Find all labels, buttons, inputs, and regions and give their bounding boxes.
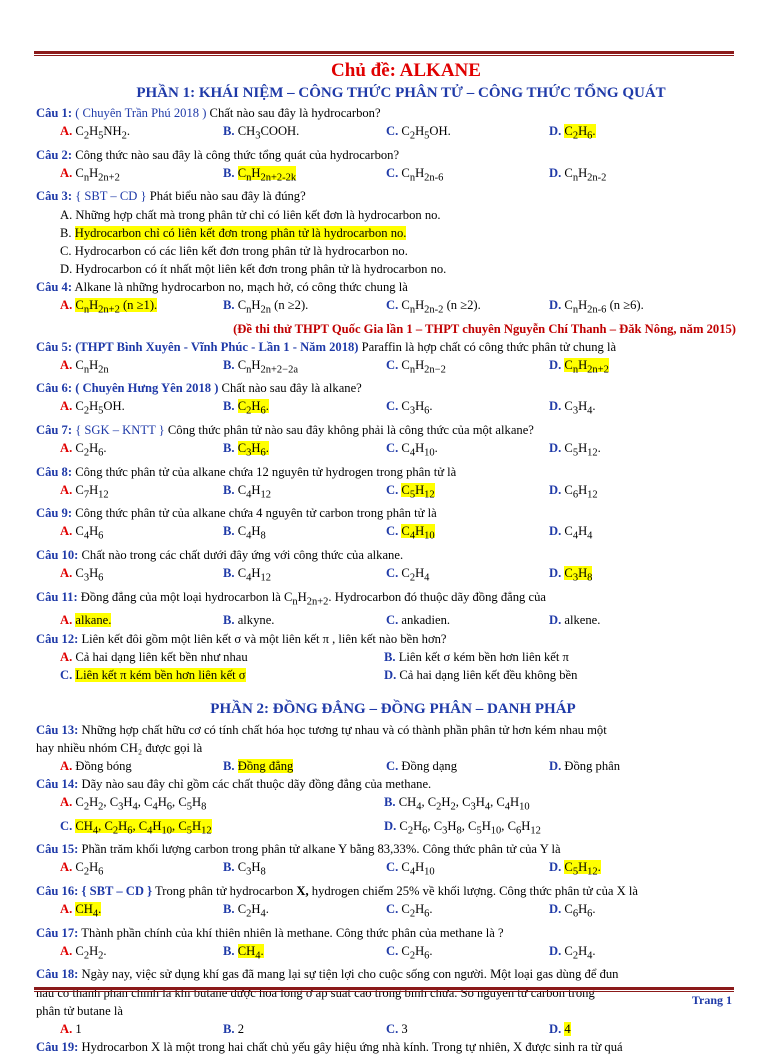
option-b[interactable]: B. $CH_3COOH$. <box>223 124 300 142</box>
option-a[interactable]: A. Cả hai dạng liên kết bền như nhau <box>60 649 248 664</box>
question-15 <box>36 840 736 858</box>
exam-source-note: (Đề thi thử THPT Quốc Gia lần 1 – THPT chuyên Nguyễn Chí Thanh – Đăk Nông, năm 2015) <box>233 321 736 336</box>
option-b[interactable]: B. $CH_4$, $C_2H_2$, $C_3H_4$, $C_4H_{10}$ <box>384 795 530 813</box>
options-9 <box>36 522 736 546</box>
question-source: { SBT – CD } <box>75 189 147 204</box>
section-1-title: PHẦN 1: KHÁI NIỆM – CÔNG THỨC PHÂN TỬ – CÔNG THỨC TỔNG QUÁT <box>136 85 666 101</box>
question-10 <box>36 546 736 564</box>
option-b[interactable]: B. Đồng đẳng <box>223 758 294 773</box>
options-7 <box>36 439 736 463</box>
option-a[interactable]: A. $C_7H_{12}$ <box>60 482 109 501</box>
question-label: Câu 6: <box>36 381 73 396</box>
question-label: Câu 19: <box>36 1039 79 1054</box>
question-text: Thành phần chính của khí thiên nhiên là methane. Công thức phân của methane là ? <box>78 925 504 940</box>
question-source: (THPT Bình Xuyên - Vĩnh Phúc - Lần 1 - Năm 2018) <box>75 339 359 354</box>
option-a[interactable]: A. $C_3H_6$ <box>60 566 104 584</box>
option-c[interactable]: C. $C_nH_{2n-6}$ <box>386 165 444 184</box>
option-d[interactable]: D. $C_nH_{2n+2}$ <box>549 357 609 376</box>
page-title: Chủ đề: ALKANE <box>331 60 481 81</box>
question-18-cont: nấu có thành phần chính là khí butane được hóa lỏng ở áp suất cao trong bình chứa. Số nguyên tử carbon trong <box>36 985 595 1000</box>
option-b[interactable]: B. $CH_4$. <box>223 943 264 962</box>
option-c[interactable]: C. $C_4H_{10}$. <box>386 441 438 459</box>
question-label: Câu 17: <box>36 925 79 940</box>
question-label: Câu 8: <box>36 464 73 479</box>
question-text: Dãy nào sau đây chỉ gồm các chất thuộc dãy đồng đẳng của methane. <box>78 777 432 792</box>
question-6 <box>36 379 736 397</box>
option-a[interactable]: A. Những hợp chất mà trong phân tử chỉ có liên kết đơn là hydrocarbon no. <box>60 207 441 222</box>
question-label: Câu 15: <box>36 842 79 857</box>
option-b[interactable]: B. $C_3H_6$. <box>223 441 269 459</box>
option-d[interactable]: D. $C_nH_{2n-6}$ (n ≥6). <box>549 297 644 316</box>
options-14b <box>36 817 736 841</box>
question-13-cont: hay nhiều nhóm CH₂ được gọi là <box>36 740 203 755</box>
question-source: { SGK – KNTT } <box>75 422 165 437</box>
options-12a <box>36 648 736 666</box>
option-c[interactable]: C. ankadien. <box>386 613 451 628</box>
options-14a <box>36 793 736 817</box>
options-5 <box>36 356 736 380</box>
option-c[interactable]: C. $C_2H_6$. <box>386 943 433 962</box>
option-d[interactable]: D. $C_2H_6$. <box>549 124 596 142</box>
option-b[interactable]: B. $C_nH_{2n+2-2a}$ <box>223 357 298 376</box>
option-b[interactable]: B. alkyne. <box>223 613 275 628</box>
option-d[interactable]: D. Cả hai dạng liên kết đều không bền <box>384 667 578 682</box>
option-c[interactable]: C. $C_2H_4$ <box>386 566 430 584</box>
option-d[interactable]: D. Đồng phân <box>549 758 621 773</box>
question-text: Chất nào sau đây là hydrocarbon? <box>206 106 381 120</box>
option-b[interactable]: B. Hydrocarbon chỉ có liên kết đơn trong phân tử là hydrocarbon no. <box>60 225 407 240</box>
options-10 <box>36 564 736 588</box>
bottom-rule <box>34 987 734 992</box>
option-a[interactable]: A. $C_2H_2$, $C_3H_4$, $C_4H_6$, $C_5H_8$ <box>60 795 207 813</box>
question-7 <box>36 421 736 439</box>
option-d[interactable]: D. $C_4H_4$ <box>549 524 593 542</box>
option-c[interactable]: C. $C_5H_{12}$ <box>386 482 435 501</box>
question-label: Câu 14: <box>36 777 79 792</box>
option-a[interactable]: A. $C_2H_5NH_2$. <box>60 124 131 142</box>
options-1 <box>36 122 736 146</box>
option-d[interactable]: D. 4 <box>549 1021 571 1036</box>
options-13 <box>36 757 736 775</box>
options-17 <box>36 942 736 966</box>
option-d[interactable]: D. Hydrocarbon có ít nhất một liên kết đơn trong phân tử là hydrocarbon no. <box>60 261 447 276</box>
option-b[interactable]: B. $C_2H_6$. <box>223 399 269 417</box>
question-8 <box>36 463 736 481</box>
option-b[interactable]: B. $C_4H_8$ <box>223 524 266 542</box>
page-number: Trang 1 <box>691 993 732 1007</box>
options-16 <box>36 900 736 924</box>
option-b[interactable]: B. $C_nH_{2n}$ (n ≥2). <box>223 297 309 316</box>
question-label: Câu 18: <box>36 967 79 982</box>
option-a[interactable]: A. $C_2H_2$. <box>60 943 107 962</box>
question-text: Công thức phân tử của alkane chứa 12 nguyên tử hydrogen trong phân tử là <box>72 464 457 479</box>
option-a[interactable]: A. $C_4H_6$ <box>60 524 104 542</box>
option-d[interactable]: D. $C_6H_{12}$ <box>549 482 598 501</box>
option-b[interactable]: B. $C_3H_8$ <box>223 860 266 878</box>
question-label: Câu 2: <box>36 147 73 162</box>
question-label: Câu 11: <box>36 589 78 604</box>
option-b[interactable]: B. $C_2H_4$. <box>223 902 269 920</box>
question-label: Câu 5: <box>36 339 73 354</box>
option-c[interactable]: C. $CH_4$, $C_2H_6$, $C_4H_{10}$, $C_5H_{12}$ <box>60 818 212 837</box>
question-source: ( Chuyên Hưng Yên 2018 ) <box>75 381 219 396</box>
options-15 <box>36 858 736 882</box>
option-c[interactable]: C. Đồng dạng <box>386 758 458 773</box>
option-b[interactable]: B. $C_4H_{12}$ <box>223 566 271 584</box>
question-text: Alkane là những hydrocarbon no, mạch hở, có công thức chung là <box>72 279 408 294</box>
question-12 <box>36 630 736 648</box>
section-2-title: PHẦN 2: ĐỒNG ĐẲNG – ĐỒNG PHÂN – DANH PHÁP <box>210 700 576 717</box>
question-label: Câu 13: <box>36 722 79 737</box>
option-c[interactable]: C. $C_nH_{2n-2}$ (n ≥2). <box>386 297 481 316</box>
option-c[interactable]: C. $C_4H_{10}$ <box>386 524 435 542</box>
question-5 <box>36 338 736 356</box>
option-d[interactable]: D. $C_3H_8$ <box>549 566 593 584</box>
option-c[interactable]: C. 3 <box>386 1021 408 1036</box>
options-2 <box>36 164 736 188</box>
question-text: Liên kết đôi gồm một liên kết σ và một liên kết π , liên kết nào bền hơn? <box>78 631 447 646</box>
question-source: { SBT – CD } <box>81 884 153 899</box>
option-d[interactable]: D. $C_3H_4$. <box>549 399 596 417</box>
question-source: ( Chuyên Trần Phú 2018 ) <box>75 106 207 120</box>
option-c[interactable]: C. $C_2H_5OH$. <box>386 124 451 142</box>
option-d[interactable]: D. $C_6H_6$. <box>549 902 596 920</box>
option-c[interactable]: C. Hydrocarbon có các liên kết đơn trong phân tử là hydrocarbon no. <box>60 243 408 258</box>
option-a[interactable]: A. $C_2H_6$. <box>60 441 107 459</box>
option-c[interactable]: C. $C_3H_6$. <box>386 399 433 417</box>
question-text: Những hợp chất hữu cơ có tính chất hóa học tương tự nhau và có thành phần phân tử hơn kém nhau một <box>78 722 607 737</box>
question-label: Câu 12: <box>36 631 79 646</box>
question-1 <box>36 104 736 122</box>
question-label: Câu 16: <box>36 884 79 899</box>
option-a[interactable]: A. $C_nH_{2n+2}$ <box>60 165 120 184</box>
option-c[interactable]: C. $C_nH_{2n-2}$ <box>386 357 446 376</box>
option-c[interactable]: C. $C_2H_6$. <box>386 902 433 920</box>
option-d[interactable]: D. $C_5H_{12}$. <box>549 860 601 878</box>
option-d[interactable]: D. alkene. <box>549 613 601 628</box>
question-17 <box>36 924 736 942</box>
question-text: Phần trăm khối lượng carbon trong phân tử alkane Y bằng 83,33%. Công thức phân tử của Y là <box>78 842 561 857</box>
question-14 <box>36 775 736 793</box>
options-18 <box>36 1020 736 1038</box>
option-d[interactable]: D. $C_nH_{2n-2}$ <box>549 165 607 184</box>
question-text: Đồng đẳng của một loại hydrocarbon là C <box>77 589 293 604</box>
question-18 <box>36 965 736 983</box>
option-b[interactable]: B. $C_4H_{12}$ <box>223 482 271 501</box>
question-4 <box>36 278 736 296</box>
option-a[interactable]: A. $C_nH_{2n+2}$ (n ≥1). <box>60 297 158 316</box>
question-text: Chất nào sau đây là alkane? <box>218 381 362 396</box>
options-12b <box>36 666 736 684</box>
question-text: Chất nào trong các chất dưới đây ứng với công thức của alkane. <box>78 548 404 563</box>
question-2 <box>36 146 736 164</box>
question-19 <box>36 1038 736 1056</box>
question-text: Phát biểu nào sau đây là đúng? <box>146 189 306 204</box>
option-d[interactable]: D. $C_2H_6$, $C_3H_8$, $C_5H_{10}$, $C_6H_{12}$ <box>384 818 541 837</box>
option-c[interactable]: C. Liên kết π kém bền hơn liên kết σ <box>60 667 246 682</box>
option-a[interactable]: A. alkane. <box>60 613 112 628</box>
question-text: Công thức phân tử của alkane chứa 4 nguyên tử carbon trong phân tử là <box>72 506 437 521</box>
question-text: Công thức phân tử nào sau đây không phải là công thức của một alkane? <box>164 422 534 437</box>
option-d[interactable]: D. $C_2H_4$. <box>549 943 596 962</box>
question-16: Câu 16: { SBT – CD } Trong phân tử hydrocarbon X, hydrogen chiếm 25% về khối lượng. Công thức phân tử của X là <box>36 884 638 899</box>
options-4 <box>36 296 736 320</box>
top-rule <box>34 51 734 56</box>
option-b[interactable]: B. 2 <box>223 1021 245 1036</box>
worksheet <box>36 58 736 1056</box>
question-11: Câu 11: Đồng đẳng của một loại hydrocarbon là $C_nH_{2n+2}$. Hydrocarbon đó thuộc dãy đồng đẳng của <box>36 589 546 608</box>
option-a[interactable]: A. $C_2H_5OH$. <box>60 399 125 417</box>
question-label: Câu 3: <box>36 189 73 204</box>
option-a[interactable]: A. Đồng bóng <box>60 758 132 773</box>
question-3 <box>36 187 736 205</box>
question-label: Câu 7: <box>36 422 73 437</box>
question-13 <box>36 721 736 739</box>
question-18-cont: phân tử butane là <box>36 1003 123 1018</box>
question-text: Paraffin là hợp chất có công thức phân tử chung là <box>358 339 617 354</box>
question-text: Ngày nay, việc sử dụng khí gas đã mang lại sự tiện lợi cho cuộc sống con người. Một loại gas dùng để đun <box>78 967 619 982</box>
options-6 <box>36 397 736 421</box>
option-a[interactable]: A. 1 <box>60 1021 82 1036</box>
question-label: Câu 10: <box>36 548 79 563</box>
options-8 <box>36 481 736 505</box>
question-text: Công thức nào sau đây là công thức tổng quát của hydrocarbon? <box>72 147 400 162</box>
option-b[interactable]: B. Liên kết σ kém bền hơn liên kết π <box>384 649 569 664</box>
options-11 <box>36 611 736 629</box>
option-c[interactable]: C. $C_4H_{10}$ <box>386 860 435 878</box>
option-a[interactable]: A. $C_nH_{2n}$ <box>60 357 109 376</box>
question-label: Câu 1: <box>36 106 73 120</box>
option-d[interactable]: D. $C_5H_{12}$. <box>549 441 601 459</box>
question-label: Câu 4: <box>36 279 73 294</box>
option-b[interactable]: B. $C_nH_{2n+2-2k}$ <box>223 165 297 184</box>
question-text: Hydrocarbon X là một trong hai chất chủ yếu gây hiệu ứng nhà kính. Trong tự nhiên, X được sinh ra từ quá <box>78 1039 623 1054</box>
question-label: Câu 9: <box>36 506 73 521</box>
option-a[interactable]: A. $CH_4$. <box>60 902 102 920</box>
question-9 <box>36 504 736 522</box>
option-a[interactable]: A. $C_2H_6$ <box>60 860 104 878</box>
